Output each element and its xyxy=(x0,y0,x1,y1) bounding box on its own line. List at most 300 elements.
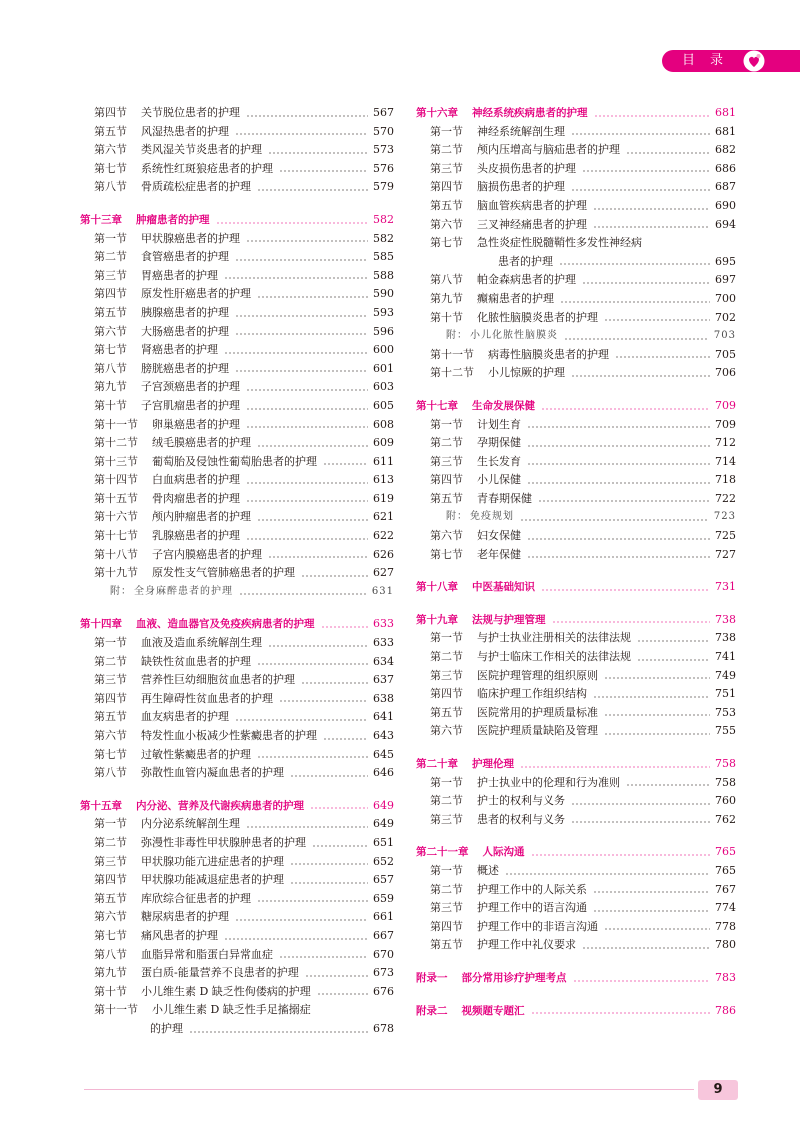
toc-section[interactable] xyxy=(84,527,394,546)
toc-section[interactable] xyxy=(420,309,736,328)
dot-leader xyxy=(257,519,368,521)
toc-title: 内分泌、营养及代谢疾病患者的护理 xyxy=(136,799,304,812)
dot-leader xyxy=(527,426,710,428)
toc-number: 第二十一章 xyxy=(416,846,469,859)
toc-section[interactable] xyxy=(84,727,394,746)
toc-section[interactable] xyxy=(84,141,394,160)
dot-leader xyxy=(582,170,710,172)
dot-leader xyxy=(246,408,368,410)
toc-page-number: 567 xyxy=(373,106,394,119)
dot-leader xyxy=(582,282,710,284)
toc-page-number: 603 xyxy=(373,380,394,394)
dot-leader xyxy=(257,756,368,758)
toc-section[interactable] xyxy=(84,815,394,834)
toc-page-number: 631 xyxy=(371,585,394,597)
dot-leader xyxy=(604,733,710,735)
toc-chapter[interactable] xyxy=(416,969,736,988)
toc-section[interactable] xyxy=(420,862,736,881)
dot-leader xyxy=(189,1031,368,1033)
toc-title: 生命发展保健 xyxy=(472,399,535,412)
dot-leader xyxy=(593,696,710,698)
toc-title: 血友病患者的护理 xyxy=(141,710,229,724)
toc-section[interactable] xyxy=(420,667,736,686)
toc-page-number: 622 xyxy=(373,529,394,543)
dot-leader xyxy=(604,714,710,716)
dot-leader xyxy=(246,538,368,540)
toc-number: 第六节 xyxy=(94,910,127,924)
toc-page-number: 774 xyxy=(715,901,736,915)
toc-page-number: 600 xyxy=(373,343,394,357)
toc-title: 护士的权利与义务 xyxy=(477,794,565,808)
toc-section[interactable] xyxy=(420,648,736,667)
toc-title: 特发性血小板减少性紫癜患者的护理 xyxy=(141,729,317,742)
toc-title: 弥漫性非毒性甲状腺肿患者的护理 xyxy=(141,835,306,849)
toc-section[interactable] xyxy=(84,360,394,379)
dot-leader xyxy=(321,626,369,628)
dot-leader xyxy=(559,263,710,265)
toc-number: 第一节 xyxy=(430,417,463,431)
toc-title: 临床护理工作组织结构 xyxy=(477,687,587,701)
toc-section[interactable] xyxy=(84,964,394,983)
dot-leader xyxy=(257,189,368,191)
section-gap xyxy=(84,601,394,615)
toc-section[interactable] xyxy=(84,178,394,197)
dot-leader xyxy=(626,152,710,154)
toc-number: 第六节 xyxy=(94,143,127,157)
toc-section[interactable] xyxy=(420,364,736,383)
toc-section[interactable] xyxy=(420,160,736,179)
toc-entry-continuation[interactable] xyxy=(420,253,736,272)
toc-number: 第三节 xyxy=(430,454,463,468)
dot-leader xyxy=(593,891,710,893)
toc-chapter[interactable] xyxy=(416,843,736,862)
toc-section[interactable] xyxy=(84,564,394,583)
toc-title: 小儿维生素 D 缺乏性手足搐搦症 xyxy=(152,1003,311,1017)
dot-leader xyxy=(279,170,368,172)
toc-page-number: 638 xyxy=(373,691,394,705)
toc-section[interactable] xyxy=(420,141,736,160)
toc-section[interactable] xyxy=(420,197,736,216)
toc-number: 第五节 xyxy=(430,198,463,212)
dot-leader xyxy=(582,947,710,949)
toc-section[interactable] xyxy=(84,853,394,872)
toc-title: 免疫规划 xyxy=(470,511,514,523)
toc-section[interactable] xyxy=(420,899,736,918)
toc-title: 白血病患者的护理 xyxy=(152,473,240,487)
dot-leader xyxy=(527,463,710,465)
toc-section[interactable] xyxy=(420,346,736,365)
toc-section[interactable] xyxy=(84,764,394,783)
dot-leader xyxy=(301,575,368,577)
toc-title: 部分常用诊疗护理考点 xyxy=(461,971,567,984)
dot-leader xyxy=(235,315,368,317)
toc-page-number: 765 xyxy=(715,845,736,859)
toc-page-number: 649 xyxy=(373,798,394,812)
toc-number: 第四节 xyxy=(430,473,463,487)
dot-leader xyxy=(323,738,368,740)
toc-section[interactable] xyxy=(420,178,736,197)
toc-title: 小儿维生素 D 缺乏性佝偻病的护理 xyxy=(141,984,311,998)
toc-title: 风湿热患者的护理 xyxy=(141,124,229,138)
toc-page-number: 760 xyxy=(715,794,736,808)
toc-title: 甲状腺功能亢进症患者的护理 xyxy=(141,854,284,868)
toc-chapter[interactable] xyxy=(80,211,394,230)
toc-number: 第七节 xyxy=(430,236,463,250)
toc-chapter[interactable] xyxy=(416,1002,736,1021)
toc-page-number: 670 xyxy=(373,947,394,961)
toc-title: 血脂异常和脂蛋白异常血症 xyxy=(141,947,273,961)
toc-number: 第二节 xyxy=(430,882,463,896)
toc-page-number: 762 xyxy=(715,812,736,826)
toc-section[interactable] xyxy=(84,690,394,709)
toc-number: 第十一节 xyxy=(94,417,138,431)
toc-section[interactable] xyxy=(84,230,394,249)
toc-number: 第十节 xyxy=(430,310,463,324)
toc-chapter[interactable] xyxy=(416,397,736,416)
toc-page-number: 608 xyxy=(373,417,394,431)
toc-number: 第七节 xyxy=(94,343,127,357)
dot-leader xyxy=(571,133,710,135)
toc-page-number: 641 xyxy=(373,710,394,724)
toc-section[interactable] xyxy=(84,871,394,890)
toc-chapter[interactable] xyxy=(80,797,394,816)
toc-number: 第五节 xyxy=(94,891,127,905)
toc-section[interactable] xyxy=(420,918,736,937)
toc-section[interactable] xyxy=(420,722,736,741)
page-number: 9 xyxy=(698,1080,738,1100)
toc-section[interactable] xyxy=(420,453,736,472)
toc-section[interactable] xyxy=(420,271,736,290)
toc-title: 全身麻醉患者的护理 xyxy=(134,585,233,597)
toc-number: 第十七章 xyxy=(416,399,458,412)
toc-section[interactable] xyxy=(84,708,394,727)
toc-section[interactable] xyxy=(84,634,394,653)
toc-title: 痛风患者的护理 xyxy=(141,928,218,942)
toc-page-number: 780 xyxy=(715,938,736,952)
toc-section[interactable] xyxy=(84,304,394,323)
toc-number: 第十三章 xyxy=(80,213,122,226)
toc-page-number: 723 xyxy=(713,511,736,523)
toc-number: 第十六章 xyxy=(416,107,458,119)
dot-leader xyxy=(615,356,710,358)
dot-leader xyxy=(257,296,368,298)
toc-title: 类风湿关节炎患者的护理 xyxy=(141,143,262,157)
toc-section[interactable] xyxy=(84,104,394,123)
toc-section[interactable] xyxy=(84,546,394,565)
dot-leader xyxy=(527,556,710,558)
toc-page-number: 626 xyxy=(373,547,394,561)
toc-title: 患者的护理 xyxy=(498,254,553,268)
toc-number: 附： xyxy=(110,585,132,597)
toc-number: 第二节 xyxy=(430,650,463,664)
toc-page-number: 621 xyxy=(373,510,394,524)
dot-leader xyxy=(246,826,368,828)
toc-number: 第三节 xyxy=(430,812,463,826)
toc-title: 法规与护理管理 xyxy=(472,613,546,626)
toc-page-number: 659 xyxy=(373,891,394,905)
toc-section[interactable] xyxy=(420,936,736,955)
dot-leader xyxy=(235,719,368,721)
toc-title: 子宫颈癌患者的护理 xyxy=(141,380,240,394)
dot-leader xyxy=(571,803,710,805)
section-gap xyxy=(84,783,394,797)
toc-section[interactable] xyxy=(84,508,394,527)
toc-title: 神经系统解剖生理 xyxy=(477,124,565,138)
toc-section[interactable] xyxy=(420,434,736,453)
dot-leader xyxy=(216,222,369,224)
toc-number: 第十二节 xyxy=(94,436,138,450)
toc-section[interactable] xyxy=(84,490,394,509)
toc-title: 再生障碍性贫血患者的护理 xyxy=(141,691,273,705)
toc-page-number: 652 xyxy=(373,854,394,868)
toc-section[interactable] xyxy=(420,216,736,235)
dot-leader xyxy=(541,589,710,591)
toc-page-number: 722 xyxy=(715,491,736,505)
toc-number: 第七节 xyxy=(430,547,463,561)
dot-leader xyxy=(541,408,710,410)
toc-number: 第四节 xyxy=(94,106,127,119)
dot-leader xyxy=(224,277,368,279)
toc-number: 第一节 xyxy=(430,124,463,138)
toc-number: 第七节 xyxy=(94,928,127,942)
toc-number: 第七节 xyxy=(94,747,127,761)
toc-number: 第八节 xyxy=(94,180,127,194)
toc-page-number: 681 xyxy=(715,106,736,119)
toc-title: 颅内压增高与脑疝患者的护理 xyxy=(477,143,620,157)
toc-section[interactable] xyxy=(420,471,736,490)
toc-appendix-entry[interactable] xyxy=(420,327,736,346)
toc-title: 内分泌系统解剖生理 xyxy=(141,817,240,831)
toc-title: 库欣综合征患者的护理 xyxy=(141,891,251,905)
toc-title: 甲状腺癌患者的护理 xyxy=(141,231,240,245)
toc-appendix-entry[interactable] xyxy=(84,583,394,602)
toc-number: 第五节 xyxy=(430,491,463,505)
toc-title: 营养性巨幼细胞贫血患者的护理 xyxy=(141,673,295,687)
toc-page-number: 590 xyxy=(373,287,394,301)
toc-section[interactable] xyxy=(84,285,394,304)
toc-number: 第十五章 xyxy=(80,799,122,812)
toc-section[interactable] xyxy=(84,653,394,672)
toc-section[interactable] xyxy=(420,234,736,253)
toc-section[interactable] xyxy=(84,323,394,342)
dot-leader xyxy=(317,993,368,995)
dot-leader xyxy=(257,445,368,447)
toc-title: 医院护理质量缺陷及管理 xyxy=(477,724,598,738)
dot-leader xyxy=(538,500,710,502)
toc-number: 附： xyxy=(446,511,468,523)
toc-section[interactable] xyxy=(84,416,394,435)
section-gap xyxy=(84,197,394,211)
toc-number: 第二节 xyxy=(94,835,127,849)
toc-title: 计划生育 xyxy=(477,417,521,431)
dot-leader xyxy=(527,482,710,484)
toc-section[interactable] xyxy=(420,629,736,648)
toc-title: 甲状腺功能减退症患者的护理 xyxy=(141,873,284,887)
toc-page-number: 738 xyxy=(715,631,736,645)
toc-title: 的护理 xyxy=(150,1021,183,1035)
toc-number: 第八节 xyxy=(94,947,127,961)
toc-page-number: 682 xyxy=(715,143,736,157)
section-gap xyxy=(420,741,736,755)
toc-section[interactable] xyxy=(84,946,394,965)
toc-chapter[interactable] xyxy=(416,755,736,774)
heart-flower-icon xyxy=(743,50,765,72)
toc-page-number: 738 xyxy=(715,612,736,626)
toc-section[interactable] xyxy=(420,290,736,309)
toc-title: 糖尿病患者的护理 xyxy=(141,910,229,924)
dot-leader xyxy=(573,980,711,982)
dot-leader xyxy=(527,538,710,540)
toc-section[interactable] xyxy=(84,434,394,453)
toc-title: 胰腺癌患者的护理 xyxy=(141,305,229,319)
toc-section[interactable] xyxy=(420,123,736,142)
dot-leader xyxy=(531,1012,711,1014)
dot-leader xyxy=(505,873,710,875)
toc-page-number: 712 xyxy=(715,436,736,450)
toc-number: 第十四节 xyxy=(94,473,138,487)
toc-section[interactable] xyxy=(84,890,394,909)
dot-leader xyxy=(531,854,711,856)
dot-leader xyxy=(246,500,368,502)
toc-title: 护理工作中的语言沟通 xyxy=(477,901,587,915)
toc-section[interactable] xyxy=(420,811,736,830)
toc-number: 第三节 xyxy=(94,268,127,282)
toc-page-number: 755 xyxy=(715,724,736,738)
toc-title: 关节脱位患者的护理 xyxy=(141,106,240,119)
toc-chapter[interactable] xyxy=(416,578,736,597)
toc-number: 第八节 xyxy=(94,766,127,780)
toc-chapter[interactable] xyxy=(80,615,394,634)
toc-page-number: 718 xyxy=(715,473,736,487)
toc-section[interactable] xyxy=(84,983,394,1002)
toc-page-number: 687 xyxy=(715,180,736,194)
toc-section[interactable] xyxy=(84,908,394,927)
dot-leader xyxy=(279,956,368,958)
toc-page-number: 700 xyxy=(715,291,736,305)
toc-section[interactable] xyxy=(84,1001,394,1020)
toc-title: 青春期保健 xyxy=(477,491,532,505)
toc-number: 第十八章 xyxy=(416,581,458,594)
toc-title: 神经系统疾病患者的护理 xyxy=(472,107,588,119)
toc-page-number: 783 xyxy=(715,970,736,984)
toc-page-number: 765 xyxy=(715,863,736,877)
toc-number: 第八节 xyxy=(94,361,127,375)
toc-number: 第十三节 xyxy=(94,454,138,468)
toc-page-number: 570 xyxy=(373,124,394,138)
toc-number: 第一节 xyxy=(94,231,127,245)
toc-title: 三叉神经痛患者的护理 xyxy=(477,217,587,231)
toc-page-number: 741 xyxy=(715,650,736,664)
toc-appendix-entry[interactable] xyxy=(420,508,736,527)
toc-page-number: 725 xyxy=(715,529,736,543)
toc-entry-continuation[interactable] xyxy=(84,1020,394,1039)
toc-section[interactable] xyxy=(84,453,394,472)
toc-page-number: 634 xyxy=(373,654,394,668)
toc-page-number: 649 xyxy=(373,817,394,831)
toc-section[interactable] xyxy=(84,397,394,416)
toc-page-number: 678 xyxy=(373,1021,394,1035)
toc-number: 第九节 xyxy=(94,966,127,980)
toc-number: 第五节 xyxy=(94,305,127,319)
toc-number: 第十节 xyxy=(94,984,127,998)
toc-section[interactable] xyxy=(420,490,736,509)
dot-leader xyxy=(571,375,710,377)
toc-page-number: 702 xyxy=(715,310,736,324)
toc-number: 第三节 xyxy=(430,901,463,915)
toc-section[interactable] xyxy=(84,927,394,946)
toc-page-number: 786 xyxy=(715,1003,736,1017)
toc-chapter[interactable] xyxy=(416,104,736,123)
toc-section[interactable] xyxy=(420,704,736,723)
section-gap xyxy=(420,597,736,611)
toc-section[interactable] xyxy=(84,248,394,267)
dot-leader xyxy=(224,938,368,940)
toc-title: 脑血管疾病患者的护理 xyxy=(477,198,587,212)
toc-page-number: 705 xyxy=(715,347,736,361)
toc-number: 第四节 xyxy=(94,287,127,301)
toc-section[interactable] xyxy=(420,774,736,793)
toc-number: 第二节 xyxy=(94,654,127,668)
toc-section[interactable] xyxy=(420,792,736,811)
toc-section[interactable] xyxy=(420,416,736,435)
toc-title: 子宫内膜癌患者的护理 xyxy=(152,547,262,561)
toc-title: 概述 xyxy=(477,863,499,877)
toc-number: 第十一节 xyxy=(94,1003,138,1017)
toc-section[interactable] xyxy=(84,746,394,765)
dot-leader xyxy=(235,370,368,372)
toc-page-number: 605 xyxy=(373,398,394,412)
toc-section[interactable] xyxy=(84,267,394,286)
dot-leader xyxy=(593,226,710,228)
toc-page-number: 609 xyxy=(373,436,394,450)
toc-section[interactable] xyxy=(84,378,394,397)
toc-section[interactable] xyxy=(420,546,736,565)
toc-page-number: 753 xyxy=(715,705,736,719)
dot-leader xyxy=(279,700,368,702)
toc-section[interactable] xyxy=(420,881,736,900)
toc-chapter[interactable] xyxy=(416,611,736,630)
toc-number: 第十七节 xyxy=(94,529,138,543)
dot-leader xyxy=(246,426,368,428)
toc-number: 第四节 xyxy=(94,691,127,705)
toc-section[interactable] xyxy=(420,685,736,704)
toc-left-column xyxy=(80,104,394,1039)
toc-section[interactable] xyxy=(84,123,394,142)
toc-page-number: 645 xyxy=(373,747,394,761)
dot-leader xyxy=(593,208,710,210)
dot-leader xyxy=(290,775,368,777)
toc-section[interactable] xyxy=(84,160,394,179)
toc-section[interactable] xyxy=(420,527,736,546)
toc-title: 医院常用的护理质量标准 xyxy=(477,705,598,719)
toc-page-number: 646 xyxy=(373,766,394,780)
toc-section[interactable] xyxy=(84,341,394,360)
toc-page-number: 690 xyxy=(715,198,736,212)
toc-section[interactable] xyxy=(84,671,394,690)
toc-title: 脑损伤患者的护理 xyxy=(477,180,565,194)
dot-leader xyxy=(235,333,368,335)
toc-page-number: 593 xyxy=(373,305,394,319)
toc-title: 大肠癌患者的护理 xyxy=(141,324,229,338)
dot-leader xyxy=(594,115,711,117)
toc-number: 第六节 xyxy=(430,529,463,543)
toc-section[interactable] xyxy=(84,471,394,490)
toc-title: 小儿化脓性脑膜炎 xyxy=(470,330,558,342)
toc-number: 第四节 xyxy=(430,919,463,933)
toc-section[interactable] xyxy=(84,834,394,853)
toc-number: 第三节 xyxy=(94,854,127,868)
toc-page-number: 751 xyxy=(715,687,736,701)
